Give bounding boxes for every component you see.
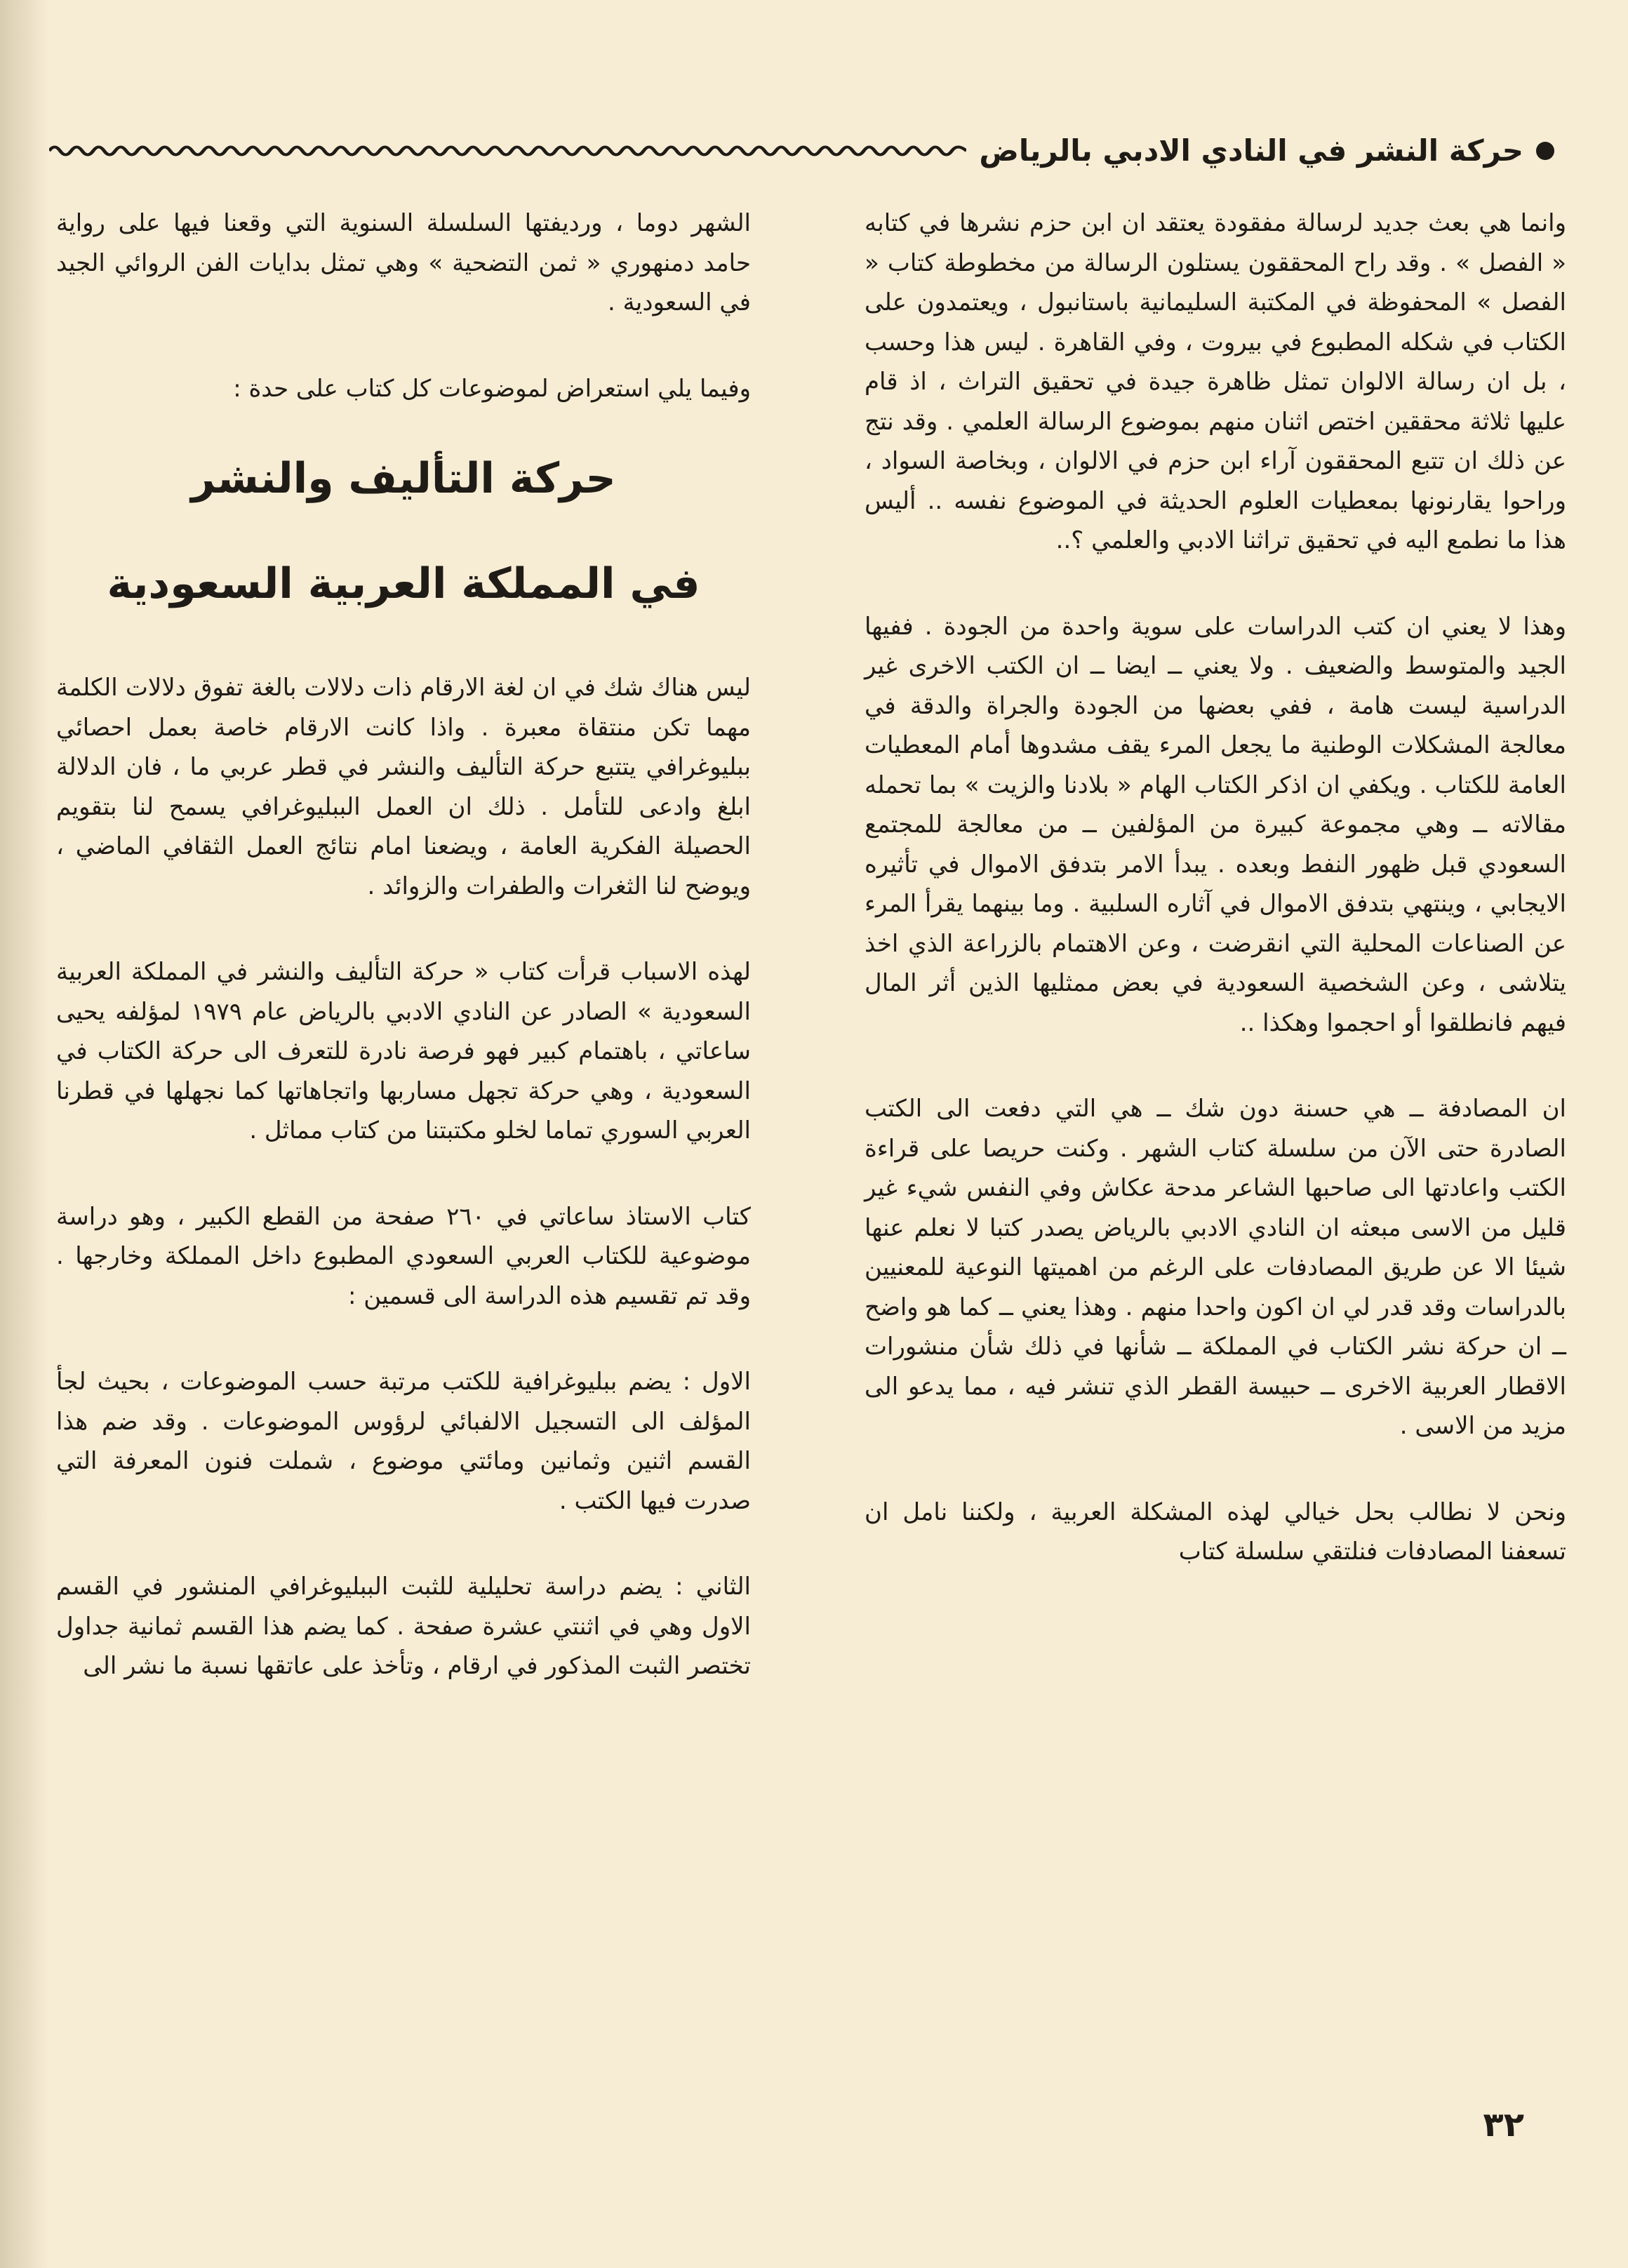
bullet-icon [1536, 142, 1554, 160]
paragraph: ليس هناك شك في ان لغة الارقام ذات دلالات بالغة تفوق دلالات الكلمة مهما تكن منتقاة معبرة . واذا كانت الارقام خاصة بعمل احصائي ببليوغرافي يتتبع حركة التأليف والنشر في قطر عربي ما ، فان الدلالة ابلغ وادعى للتأمل . ذلك ان العمل الببليوغرافي يسمح لنا بتقويم الحصيلة الفكرية العامة ، ويضعنا امام نتائج العمل الثقافي الماضي ، ويوضح لنا الثغرات والطفرات والزوائد . [56, 674, 751, 900]
section-title: حركة النشر في النادي الادبي بالرياض [979, 133, 1523, 168]
left-text-column [56, 204, 751, 1686]
paragraph: كتاب الاستاذ ساعاتي في ٢٦٠ صفحة من القطع الكبير ، وهو دراسة موضوعية للكتاب العربي السعودي المطبوع داخل المملكة وخارجها . وقد تم تقسيم هذه الدراسة الى قسمين : [56, 1202, 751, 1310]
paragraph: الاول : يضم ببليوغرافية للكتب مرتبة حسب الموضوعات ، بحيث لجأ المؤلف الى التسجيل الالفبائي لرؤوس الموضوعات . وقد ضم هذا القسم اثنين وثمانين ومائتي موضوع ، شملت فنون المعرفة التي صدرت فيها الكتب . [56, 1368, 751, 1515]
page-binding-shadow [0, 0, 49, 2268]
page-number: ٣٢ [1483, 2105, 1524, 2144]
paragraph: وهذا لا يعني ان كتب الدراسات على سوية واحدة من الجودة . ففيها الجيد والمتوسط والضعيف . ولا يعني ــ ايضا ــ ان الكتب الاخرى غير الدراسية ليست هامة ، ففي بعضها من الجودة والجراة والدقة في معالجة المشكلات الوطنية ما يجعل المرء يقف مشدوها أمام المعطيات العامة للكتاب . ويكفي ان اذكر الكتاب الهام « بلادنا والزيت » بما تحمله مقالاته ــ وهي مجموعة كبيرة من المؤلفين ــ من معالجة للمجتمع السعودي قبل ظهور النفط وبعده . يبدأ الامر بتدفق الاموال في تأثيره الايجابي ، وينتهي بتدفق الاموال في آثاره السلبية . وما بينهما يقرأ المرء عن الصناعات المحلية التي انقرضت ، وعن الاهتمام بالزراعة الذي اخذ يتلاشى ، وعن الشخصية السعودية في بعض ممثليها الذين أثر المال فيهم فانطلقوا أو احجموا وهكذا .. [865, 612, 1566, 1037]
paragraph: ان المصادفة ــ هي حسنة دون شك ــ هي التي دفعت الى الكتب الصادرة حتى الآن من سلسلة كتاب الشهر . وكنت حريصا على قراءة الكتب واعادتها الى صاحبها الشاعر مدحة عكاش وفي النفس شيء غير قليل من الاسى مبعثه ان النادي الادبي بالرياض يصدر كتبا لا نعلم عنها شيئا الا عن طريق المصادفات على الرغم من اهميتها النوعية للمعنيين بالدراسات وقد قدر لي ان اكون واحدا منهم . وهذا يعني ــ كما هو واضح ــ ان حركة نشر الكتاب في المملكة ــ شأنها في ذلك شأن منشورات الاقطار العربية الاخرى ــ حبيسة القطر الذي تنشر فيه ، مما يدعو الى مزيد من الاسى . [865, 1095, 1566, 1440]
paragraph: الشهر دوما ، ورديفتها السلسلة السنوية التي وقعنا فيها على رواية حامد دمنهوري « ثمن التضحية » وهي تمثل بدايات الفن الروائي الجيد في السعودية . [56, 209, 751, 316]
paragraph: الثاني : يضم دراسة تحليلية للثبت الببليوغرافي المنشور في القسم الاول وهي في اثنتي عشرة صفحة . كما يضم هذا القسم ثمانية جداول تختصر الثبت المذكور في ارقام ، وتأخذ على عاتقها نسبة ما نشر الى [56, 1573, 751, 1680]
wavy-rule-divider [49, 140, 966, 161]
paragraph: وفيما يلي استعراض لموضوعات كل كتاب على حدة : [233, 374, 751, 403]
paragraph: وانما هي بعث جديد لرسالة مفقودة يعتقد ان ابن حزم نشرها في كتابه « الفصل » . وقد راح المحققون يستلون الرسالة من مخطوطة كتاب « الفصل » المحفوظة في المكتبة السليمانية باستانبول ، ويعتمدون على الكتاب في شكله المطبوع في بيروت ، وفي القاهرة . ليس هذا وحسب ، بل ان رسالة الالوان تمثل ظاهرة جيدة في تحقيق التراث ، اذ قام عليها ثلاثة محققين اختص اثنان منهم بموضوع الرسالة العلمي . وقد نتج عن ذلك ان تتبع المحققون آراء ابن حزم في الالوان ، وبخاصة السواد ، وراحوا يقارنونها بمعطيات العلوم الحديثة في الموضوع نفسه .. أليس هذا ما نطمع اليه في تحقيق تراثنا الادبي والعلمي ؟.. [865, 209, 1566, 554]
article-heading-line-1: حركة التأليف والنشر [191, 454, 616, 503]
paragraph: لهذه الاسباب قرأت كتاب « حركة التأليف والنشر في المملكة العربية السعودية » الصادر عن النادي الادبي بالرياض عام ١٩٧٩ لمؤلفه يحيى ساعاتي ، باهتمام كبير فهو فرصة نادرة للتعرف الى حركة الكتاب في السعودية ، وهي حركة تجهل مساربها واتجاهاتها كما نجهلها في قطرنا العربي السوري تماما لخلو مكتبتنا من كتاب مماثل . [56, 958, 751, 1145]
right-text-column [865, 204, 1566, 1572]
paragraph: ونحن لا نطالب بحل خيالي لهذه المشكلة العربية ، ولكننا نامل ان تسعفنا المصادفات فنلتقي سلسلة كتاب [865, 1497, 1566, 1566]
section-header [49, 133, 1554, 168]
article-heading-line-2: في المملكة العربية السعودية [107, 559, 700, 608]
